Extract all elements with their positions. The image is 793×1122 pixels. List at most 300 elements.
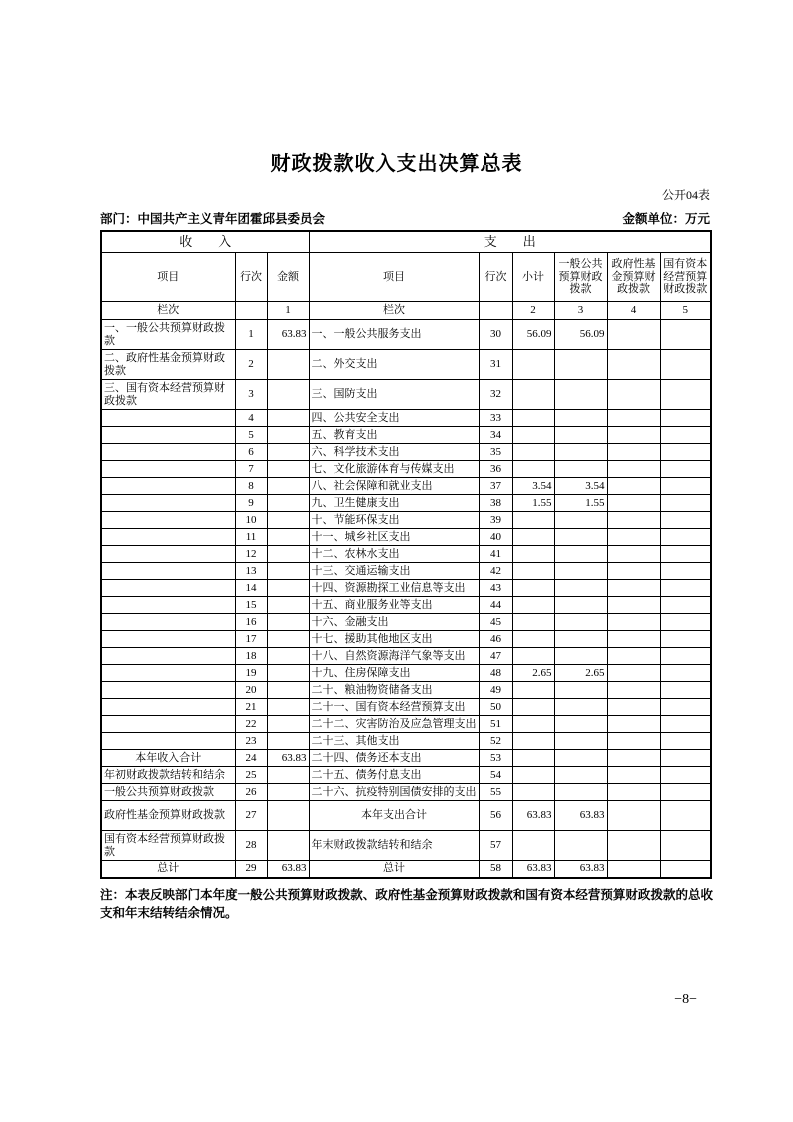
income-amount (267, 380, 309, 410)
lanci-expense-label: 栏次 (309, 302, 479, 320)
income-line-no: 2 (235, 350, 267, 380)
income-item (101, 699, 235, 716)
expense-general-budget-amount (554, 648, 607, 665)
expense-subtotal (512, 716, 554, 733)
expense-item: 十五、商业服务业等支出 (309, 597, 479, 614)
table-row (101, 716, 711, 733)
table-row (101, 563, 711, 580)
expense-gov-fund-amount (607, 682, 660, 699)
income-amount (267, 597, 309, 614)
table-row (101, 580, 711, 597)
income-section-header: 收 入 (101, 231, 309, 253)
expense-general-budget-amount (554, 546, 607, 563)
income-item (101, 580, 235, 597)
expense-line-no: 55 (479, 784, 512, 801)
column-index-row (101, 302, 711, 320)
table-row (101, 750, 711, 767)
expense-line-no: 56 (479, 801, 512, 831)
table-row (101, 350, 711, 380)
expense-gov-fund-amount (607, 631, 660, 648)
expense-subtotal: 2.65 (512, 665, 554, 682)
expense-general-budget-amount (554, 699, 607, 716)
expense-line-no: 57 (479, 831, 512, 861)
income-line-no: 3 (235, 380, 267, 410)
income-amount (267, 767, 309, 784)
expense-item: 九、卫生健康支出 (309, 495, 479, 512)
income-item: 一、一般公共预算财政拨款 (101, 320, 235, 350)
expense-line-no: 47 (479, 648, 512, 665)
income-item (101, 614, 235, 631)
income-line-no: 16 (235, 614, 267, 631)
expense-general-budget-amount (554, 512, 607, 529)
expense-subtotal (512, 410, 554, 427)
table-row (101, 444, 711, 461)
expense-gov-fund-amount (607, 716, 660, 733)
expense-item: 十九、住房保障支出 (309, 665, 479, 682)
expense-general-budget-amount (554, 767, 607, 784)
expense-item: 四、公共安全支出 (309, 410, 479, 427)
col-index-1: 1 (267, 302, 309, 320)
lanci-income-line-blank (235, 302, 267, 320)
income-amount (267, 699, 309, 716)
table-row (101, 529, 711, 546)
expense-gov-fund-amount (607, 478, 660, 495)
col-header-expense-line: 行次 (479, 253, 512, 302)
expense-state-capital-amount (660, 861, 711, 878)
expense-item: 六、科学技术支出 (309, 444, 479, 461)
expense-item: 十八、自然资源海洋气象等支出 (309, 648, 479, 665)
expense-state-capital-amount (660, 320, 711, 350)
expense-subtotal (512, 380, 554, 410)
income-amount (267, 784, 309, 801)
income-line-no: 21 (235, 699, 267, 716)
income-amount (267, 648, 309, 665)
expense-subtotal: 1.55 (512, 495, 554, 512)
expense-line-no: 53 (479, 750, 512, 767)
table-row (101, 546, 711, 563)
expense-line-no: 38 (479, 495, 512, 512)
expense-gov-fund-amount (607, 784, 660, 801)
expense-subtotal (512, 597, 554, 614)
table-row (101, 801, 711, 831)
expense-gov-fund-amount (607, 350, 660, 380)
table-row (101, 512, 711, 529)
income-line-no: 1 (235, 320, 267, 350)
expense-state-capital-amount (660, 631, 711, 648)
expense-state-capital-amount (660, 597, 711, 614)
income-amount (267, 461, 309, 478)
expense-state-capital-amount (660, 512, 711, 529)
income-amount (267, 410, 309, 427)
income-item (101, 478, 235, 495)
expense-line-no: 54 (479, 767, 512, 784)
expense-line-no: 44 (479, 597, 512, 614)
expense-gov-fund-amount (607, 665, 660, 682)
col-header-subtotal: 小计 (512, 253, 554, 302)
expense-line-no: 36 (479, 461, 512, 478)
expense-line-no: 31 (479, 350, 512, 380)
income-line-no: 10 (235, 512, 267, 529)
expense-gov-fund-amount (607, 495, 660, 512)
expense-line-no: 48 (479, 665, 512, 682)
expense-state-capital-amount (660, 427, 711, 444)
expense-subtotal: 63.83 (512, 801, 554, 831)
income-amount (267, 512, 309, 529)
income-amount (267, 495, 309, 512)
expense-gov-fund-amount (607, 597, 660, 614)
expense-general-budget-amount: 2.65 (554, 665, 607, 682)
income-item: 一般公共预算财政拨款 (101, 784, 235, 801)
expense-gov-fund-amount (607, 410, 660, 427)
expense-subtotal: 56.09 (512, 320, 554, 350)
expense-general-budget-amount (554, 614, 607, 631)
expense-subtotal (512, 427, 554, 444)
expense-subtotal (512, 563, 554, 580)
expense-item: 五、教育支出 (309, 427, 479, 444)
table-row (101, 410, 711, 427)
expense-line-no: 32 (479, 380, 512, 410)
income-item (101, 716, 235, 733)
expense-general-budget-amount: 1.55 (554, 495, 607, 512)
expense-state-capital-amount (660, 380, 711, 410)
income-item: 政府性基金预算财政拨款 (101, 801, 235, 831)
income-line-no: 17 (235, 631, 267, 648)
table-row (101, 767, 711, 784)
expense-state-capital-amount (660, 580, 711, 597)
col-header-general-budget: 一般公共预算财政拨款 (554, 253, 607, 302)
income-line-no: 26 (235, 784, 267, 801)
expense-gov-fund-amount (607, 861, 660, 878)
expense-subtotal (512, 529, 554, 546)
expense-gov-fund-amount (607, 320, 660, 350)
income-line-no: 5 (235, 427, 267, 444)
expense-line-no: 39 (479, 512, 512, 529)
income-amount (267, 529, 309, 546)
expense-line-no: 40 (479, 529, 512, 546)
income-item (101, 461, 235, 478)
income-line-no: 8 (235, 478, 267, 495)
income-amount (267, 350, 309, 380)
expense-gov-fund-amount (607, 831, 660, 861)
expense-line-no: 58 (479, 861, 512, 878)
income-item (101, 444, 235, 461)
expense-general-budget-amount (554, 529, 607, 546)
income-item: 总计 (101, 861, 235, 878)
expense-general-budget-amount: 63.83 (554, 861, 607, 878)
income-amount (267, 733, 309, 750)
expense-general-budget-amount (554, 461, 607, 478)
expense-item: 十、节能环保支出 (309, 512, 479, 529)
expense-general-budget-amount: 63.83 (554, 801, 607, 831)
table-row (101, 461, 711, 478)
table-row (101, 861, 711, 878)
expense-gov-fund-amount (607, 380, 660, 410)
expense-line-no: 50 (479, 699, 512, 716)
expense-line-no: 37 (479, 478, 512, 495)
expense-gov-fund-amount (607, 699, 660, 716)
expense-subtotal: 63.83 (512, 861, 554, 878)
expense-item: 二十三、其他支出 (309, 733, 479, 750)
income-amount (267, 716, 309, 733)
expense-general-budget-amount (554, 380, 607, 410)
expense-section-header: 支 出 (309, 231, 711, 253)
expense-gov-fund-amount (607, 733, 660, 750)
income-item (101, 546, 235, 563)
expense-general-budget-amount (554, 716, 607, 733)
expense-line-no: 45 (479, 614, 512, 631)
income-amount (267, 614, 309, 631)
income-line-no: 27 (235, 801, 267, 831)
income-line-no: 14 (235, 580, 267, 597)
income-line-no: 4 (235, 410, 267, 427)
income-amount (267, 682, 309, 699)
expense-gov-fund-amount (607, 427, 660, 444)
expense-general-budget-amount (554, 427, 607, 444)
income-item (101, 682, 235, 699)
expense-general-budget-amount (554, 563, 607, 580)
income-item (101, 597, 235, 614)
expense-state-capital-amount (660, 614, 711, 631)
col-index-4: 4 (607, 302, 660, 320)
expense-state-capital-amount (660, 682, 711, 699)
col-header-income-line: 行次 (235, 253, 267, 302)
expense-subtotal (512, 444, 554, 461)
income-amount (267, 546, 309, 563)
expense-item: 二十五、债务付息支出 (309, 767, 479, 784)
expense-item: 十四、资源勘探工业信息等支出 (309, 580, 479, 597)
expense-item: 总计 (309, 861, 479, 878)
expense-item: 本年支出合计 (309, 801, 479, 831)
table-code: 公开04表 (661, 188, 710, 202)
expense-item: 二、外交支出 (309, 350, 479, 380)
meta-row (100, 209, 710, 227)
expense-subtotal (512, 546, 554, 563)
expense-item: 年末财政拨款结转和结余 (309, 831, 479, 861)
expense-state-capital-amount (660, 648, 711, 665)
expense-subtotal (512, 767, 554, 784)
income-item (101, 733, 235, 750)
expense-item: 二十、粮油物资储备支出 (309, 682, 479, 699)
expense-gov-fund-amount (607, 767, 660, 784)
col-header-gov-fund: 政府性基金预算财政拨款 (607, 253, 660, 302)
expense-state-capital-amount (660, 350, 711, 380)
expense-item: 十七、援助其他地区支出 (309, 631, 479, 648)
expense-subtotal (512, 682, 554, 699)
expense-state-capital-amount (660, 563, 711, 580)
table-row (101, 784, 711, 801)
expense-state-capital-amount (660, 831, 711, 861)
table-row (101, 380, 711, 410)
expense-item: 十一、城乡社区支出 (309, 529, 479, 546)
income-item: 三、国有资本经营预算财政拨款 (101, 380, 235, 410)
income-amount (267, 580, 309, 597)
table-row (101, 597, 711, 614)
expense-state-capital-amount (660, 495, 711, 512)
column-header-row (101, 253, 711, 302)
income-item (101, 631, 235, 648)
expense-line-no: 43 (479, 580, 512, 597)
income-line-no: 25 (235, 767, 267, 784)
expense-state-capital-amount (660, 461, 711, 478)
page-title: 财政拨款收入支出决算总表 (270, 153, 523, 175)
expense-item: 二十一、国有资本经营预算支出 (309, 699, 479, 716)
income-amount (267, 631, 309, 648)
expense-gov-fund-amount (607, 444, 660, 461)
expense-line-no: 46 (479, 631, 512, 648)
expense-item: 一、一般公共服务支出 (309, 320, 479, 350)
expense-state-capital-amount (660, 733, 711, 750)
expense-state-capital-amount (660, 716, 711, 733)
expense-state-capital-amount (660, 478, 711, 495)
income-line-no: 9 (235, 495, 267, 512)
expense-gov-fund-amount (607, 750, 660, 767)
expense-general-budget-amount: 56.09 (554, 320, 607, 350)
expense-gov-fund-amount (607, 512, 660, 529)
income-item: 年初财政拨款结转和结余 (101, 767, 235, 784)
expense-subtotal (512, 699, 554, 716)
department-label: 部门：中国共产主义青年团霍邱县委员会 (100, 212, 326, 226)
expense-state-capital-amount (660, 546, 711, 563)
income-line-no: 7 (235, 461, 267, 478)
income-line-no: 24 (235, 750, 267, 767)
income-item: 国有资本经营预算财政拨款 (101, 831, 235, 861)
table-row (101, 427, 711, 444)
expense-state-capital-amount (660, 529, 711, 546)
col-index-2: 2 (512, 302, 554, 320)
table-row (101, 320, 711, 350)
unit-label: 金额单位：万元 (622, 212, 710, 226)
expense-subtotal (512, 750, 554, 767)
table-row (101, 665, 711, 682)
income-line-no: 23 (235, 733, 267, 750)
table-row (101, 614, 711, 631)
expense-subtotal (512, 784, 554, 801)
expense-state-capital-amount (660, 444, 711, 461)
income-item (101, 427, 235, 444)
note-text: 注：本表反映部门本年度一般公共预算财政拨款、政府性基金预算财政拨款和国有资本经营预算财政拨款的总收支和年末结转结余情况。 (100, 887, 713, 920)
income-item (101, 529, 235, 546)
income-item (101, 648, 235, 665)
expense-line-no: 34 (479, 427, 512, 444)
expense-gov-fund-amount (607, 648, 660, 665)
expense-gov-fund-amount (607, 580, 660, 597)
expense-state-capital-amount (660, 699, 711, 716)
expense-item: 十六、金融支出 (309, 614, 479, 631)
col-index-5: 5 (660, 302, 711, 320)
table-row (101, 478, 711, 495)
col-header-income-item: 项目 (101, 253, 235, 302)
income-amount (267, 444, 309, 461)
income-amount (267, 478, 309, 495)
table-row (101, 495, 711, 512)
income-amount (267, 563, 309, 580)
expense-item: 三、国防支出 (309, 380, 479, 410)
expense-state-capital-amount (660, 750, 711, 767)
expense-general-budget-amount (554, 410, 607, 427)
expense-subtotal (512, 512, 554, 529)
expense-item: 八、社会保障和就业支出 (309, 478, 479, 495)
income-item (101, 512, 235, 529)
income-line-no: 22 (235, 716, 267, 733)
income-amount (267, 665, 309, 682)
income-line-no: 19 (235, 665, 267, 682)
expense-line-no: 30 (479, 320, 512, 350)
expense-subtotal: 3.54 (512, 478, 554, 495)
expense-general-budget-amount (554, 831, 607, 861)
income-line-no: 12 (235, 546, 267, 563)
expense-general-budget-amount: 3.54 (554, 478, 607, 495)
income-item (101, 665, 235, 682)
expense-general-budget-amount (554, 597, 607, 614)
expense-subtotal (512, 733, 554, 750)
expense-state-capital-amount (660, 410, 711, 427)
expense-general-budget-amount (554, 444, 607, 461)
expense-item: 二十六、抗疫特别国债安排的支出 (309, 784, 479, 801)
income-item (101, 563, 235, 580)
expense-gov-fund-amount (607, 614, 660, 631)
expense-general-budget-amount (554, 580, 607, 597)
table-row (101, 699, 711, 716)
income-line-no: 29 (235, 861, 267, 878)
income-line-no: 13 (235, 563, 267, 580)
income-line-no: 18 (235, 648, 267, 665)
col-header-state-capital: 国有资本经营预算财政拨款 (660, 253, 711, 302)
expense-state-capital-amount (660, 767, 711, 784)
expense-item: 十二、农林水支出 (309, 546, 479, 563)
expense-line-no: 41 (479, 546, 512, 563)
expense-line-no: 33 (479, 410, 512, 427)
lanci-income-label: 栏次 (101, 302, 235, 320)
expense-state-capital-amount (660, 665, 711, 682)
expense-subtotal (512, 614, 554, 631)
expense-subtotal (512, 461, 554, 478)
table-row (101, 831, 711, 861)
income-amount (267, 427, 309, 444)
income-amount: 63.83 (267, 750, 309, 767)
income-item: 二、政府性基金预算财政拨款 (101, 350, 235, 380)
income-item: 本年收入合计 (101, 750, 235, 767)
budget-summary-table (100, 230, 712, 879)
table-row (101, 631, 711, 648)
expense-item: 七、文化旅游体育与传媒支出 (309, 461, 479, 478)
col-index-3: 3 (554, 302, 607, 320)
lanci-expense-line-blank (479, 302, 512, 320)
table-row (101, 682, 711, 699)
expense-subtotal (512, 648, 554, 665)
expense-state-capital-amount (660, 801, 711, 831)
expense-gov-fund-amount (607, 546, 660, 563)
expense-general-budget-amount (554, 750, 607, 767)
table-row (101, 648, 711, 665)
expense-gov-fund-amount (607, 563, 660, 580)
expense-general-budget-amount (554, 682, 607, 699)
income-item (101, 410, 235, 427)
expense-general-budget-amount (554, 784, 607, 801)
expense-gov-fund-amount (607, 801, 660, 831)
expense-line-no: 35 (479, 444, 512, 461)
expense-line-no: 42 (479, 563, 512, 580)
expense-subtotal (512, 580, 554, 597)
page-number: −8− (674, 992, 697, 1007)
income-amount: 63.83 (267, 320, 309, 350)
expense-line-no: 52 (479, 733, 512, 750)
expense-general-budget-amount (554, 350, 607, 380)
expense-line-no: 51 (479, 716, 512, 733)
income-amount (267, 801, 309, 831)
expense-subtotal (512, 831, 554, 861)
section-header-row (101, 231, 711, 253)
expense-general-budget-amount (554, 733, 607, 750)
